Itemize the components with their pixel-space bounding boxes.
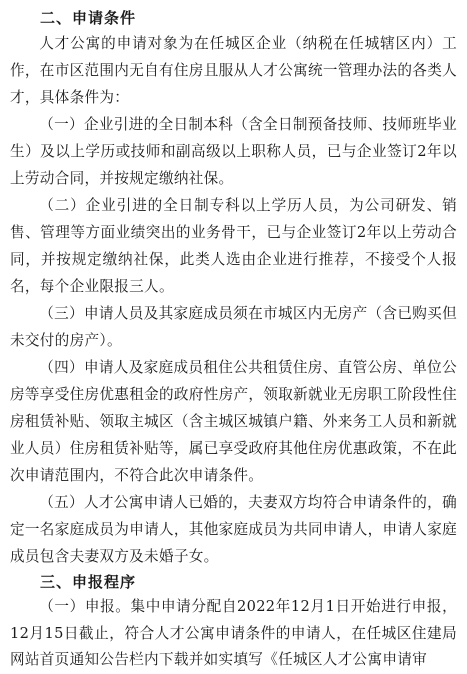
paragraph-procedure-1: （一）申报。集中申请分配自2022年12月1日开始进行申报，12月15日截止，符合人才公寓申请条件的申请人，在任城区住建局网站首页通知公告栏内下载并如实填写《任城区人才公寓申请审 [10, 598, 457, 668]
paragraph-condition-5: （五）人才公寓申请人已婚的，夫妻双方均符合申请条件的，确定一名家庭成员为申请人，其他家庭成员为共同申请人，申请人家庭成员包含夫妻双方及未婚子女。 [10, 494, 457, 565]
paragraph-condition-2: （二）企业引进的全日制专科以上学历人员，为公司研发、销售、管理等方面业绩突出的业务骨干，已与企业签订2年以上劳动合同，并按规定缴纳社保，此类人选由企业进行推荐，不接受个人报名，每个企业限报三人。 [10, 197, 457, 295]
paragraph-intro: 人才公寓的申请对象为在任城区企业（纳税在任城辖区内）工作，在市区范围内无自有住房且服从人才公寓统一管理办法的各类人才，具体条件为： [10, 35, 457, 106]
paragraph-condition-1: （一）企业引进的全日制本科（含全日制预备技师、技师班毕业生）及以上学历或技师和副高级以上职称人员，已与企业签订2年以上劳动合同，并按规定缴纳社保。 [10, 116, 457, 187]
section-heading-application-procedure: 三、申报程序 [40, 573, 137, 591]
paragraph-condition-4: （四）申请人及家庭成员租住公共租赁住房、直管公房、单位公房等享受住房优惠租金的政府性房产，领取新就业无房职工阶段性住房租赁补贴、领取主城区（含主城区城镇户籍、外来务工人员和新就业人员）住房租赁补贴等，属已享受政府其他住房优惠政策，不在此次申请范围内，不符合此次申请条件。 [10, 359, 457, 484]
section-heading-application-conditions: 二、申请条件 [40, 9, 137, 27]
paragraph-condition-3: （三）申请人员及其家庭成员须在市城区内无房产（含已购买但未交付的房产）。 [10, 305, 457, 349]
